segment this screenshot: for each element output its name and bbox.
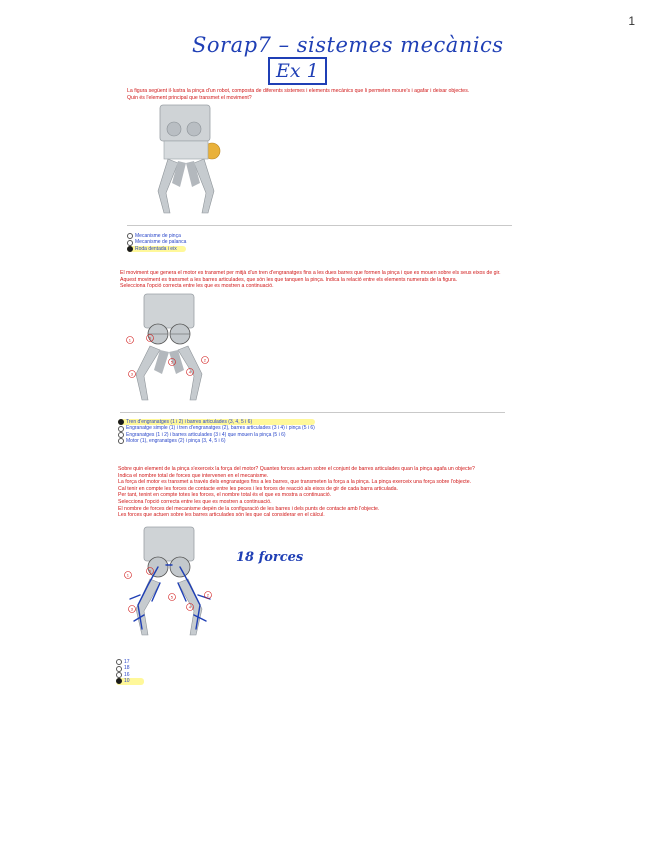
handwritten-title: Sorap7 – sistemes mecànics [192, 33, 504, 57]
q2-option-label: Tren d'engranatges (1 i 2) i barres articulades (3, 4, 5 i 6) [126, 419, 253, 425]
q1-option-selected[interactable] [127, 246, 186, 252]
q3-question-line: Selecciona l'opció correcta entre les que es mostren a continuació. [118, 498, 272, 505]
q3-option-label: 10 [124, 678, 130, 685]
radio-icon[interactable] [116, 659, 122, 665]
q3-option-selected[interactable] [116, 678, 144, 684]
q3-option-label: 17 [124, 659, 130, 665]
q3-option-label: 18 [124, 665, 130, 672]
q2-gripper-image [120, 292, 220, 412]
handwritten-exercise-box: Ex 1 [268, 57, 327, 85]
q1-option-label: Mecanisme de pinça [135, 233, 181, 239]
q3-label: 1 [126, 572, 130, 578]
q2-label: 3 [130, 371, 134, 377]
q2-option-label: Engranatges (1 i 2) i barres articulades (3 i 4) que mouen la pinça (5 i 6) [126, 431, 286, 438]
q3-question-line: Cal tenir en compte les forces de contacte entre les peces i les forces de reacció als eixos de gir de cada barra articulada. [118, 485, 398, 492]
q2-question-line: Aquest moviment es transmet a les barres articulades, que són les que tanquen la pinça. Indica la relació entre els elements numerats de la figura. [120, 276, 458, 283]
q3-question-line: La força del motor es transmet a través dels engranatges fins a les barres, que transmeten la força a la pinça. La pinça exerceix una força sobre l'objecte. [118, 479, 472, 486]
page-number: 1 [628, 14, 635, 28]
q3-question-line: Per tant, tenint en compte totes les forces, el nombre total és el que es mostra a continuació. [118, 492, 332, 499]
q2-label: 2 [203, 357, 207, 363]
q2-option-label: Motor (1), engranatges (2) i pinça (3, 4, 5 i 6) [126, 438, 226, 445]
q3-question-line: Les forces que actuen sobre les barres articulades són les que cal considerar en el càlcul. [118, 512, 325, 519]
q2-divider [120, 412, 505, 413]
q1-question-line: La figura següent il·lustra la pinça d'un robot, composta de diferents sistemes i elements mecànics que li permeten moure's i agafar i deixar objectes. [127, 88, 470, 94]
q2-question-line: Selecciona l'opció correcta entre les que es mostren a continuació. [120, 283, 274, 290]
q1-question-line: Quin és l'element principal que transmet el moviment? [127, 94, 252, 101]
q1-question [127, 88, 507, 101]
q3-label: 4 [188, 604, 192, 610]
q2-question-line: El moviment que genera el motor es transmet per mitjà d'un tren d'engranatges fins a les dues barres que formen la pinça i que es mouen sobre els seus eixos de gir. [120, 270, 501, 276]
q2-option[interactable] [118, 438, 315, 444]
q2-label: 4 [188, 369, 192, 375]
q1-divider [127, 225, 512, 226]
q2-label: 1 [128, 337, 132, 343]
q3-label: 6 [148, 568, 152, 574]
radio-icon[interactable] [116, 666, 122, 672]
radio-icon[interactable] [127, 240, 133, 246]
q3-option-label: 16 [124, 671, 130, 678]
q1-options [127, 233, 186, 252]
q2-option-label: Engranatge simple (1) i tren d'engranatges (2), barres articulades (3 i 4) i pinça (5 i 6) [126, 425, 315, 432]
radio-icon[interactable] [118, 426, 124, 432]
q3-label: 2 [206, 592, 210, 598]
q3-gripper-forces-image [118, 525, 223, 650]
q3-question [118, 466, 508, 519]
radio-selected-icon[interactable] [116, 678, 122, 684]
radio-icon[interactable] [127, 233, 133, 239]
q2-options [118, 419, 315, 445]
q3-label: 5 [170, 594, 174, 600]
q3-label: 3 [130, 606, 134, 612]
q2-label: 6 [148, 335, 152, 341]
q1-gripper-image [150, 103, 230, 223]
q3-options [116, 659, 144, 685]
q1-option-label: Roda dentada i eix [135, 245, 177, 252]
radio-selected-icon[interactable] [127, 246, 133, 252]
q2-label: 5 [170, 359, 174, 365]
q2-question [120, 270, 505, 290]
q3-question-line: Sobre quin element de la pinça s'exerceix la força del motor? Quantes forces actuen sobre el conjunt de barres articulades quan la pinça agafa un objecte? [118, 466, 475, 472]
q3-question-line: El nombre de forces del mecanisme depèn de la configuració de les barres i dels punts de contacte amb l'objecte. [118, 505, 380, 512]
q1-option-label: Mecanisme de palanca [135, 239, 187, 246]
radio-icon[interactable] [118, 432, 124, 438]
radio-selected-icon[interactable] [118, 419, 124, 425]
radio-icon[interactable] [118, 438, 124, 444]
handwritten-note: 18 forces [236, 550, 304, 565]
radio-icon[interactable] [116, 672, 122, 678]
q3-question-line: Indica el nombre total de forces que intervenen en el mecanisme. [118, 472, 269, 479]
